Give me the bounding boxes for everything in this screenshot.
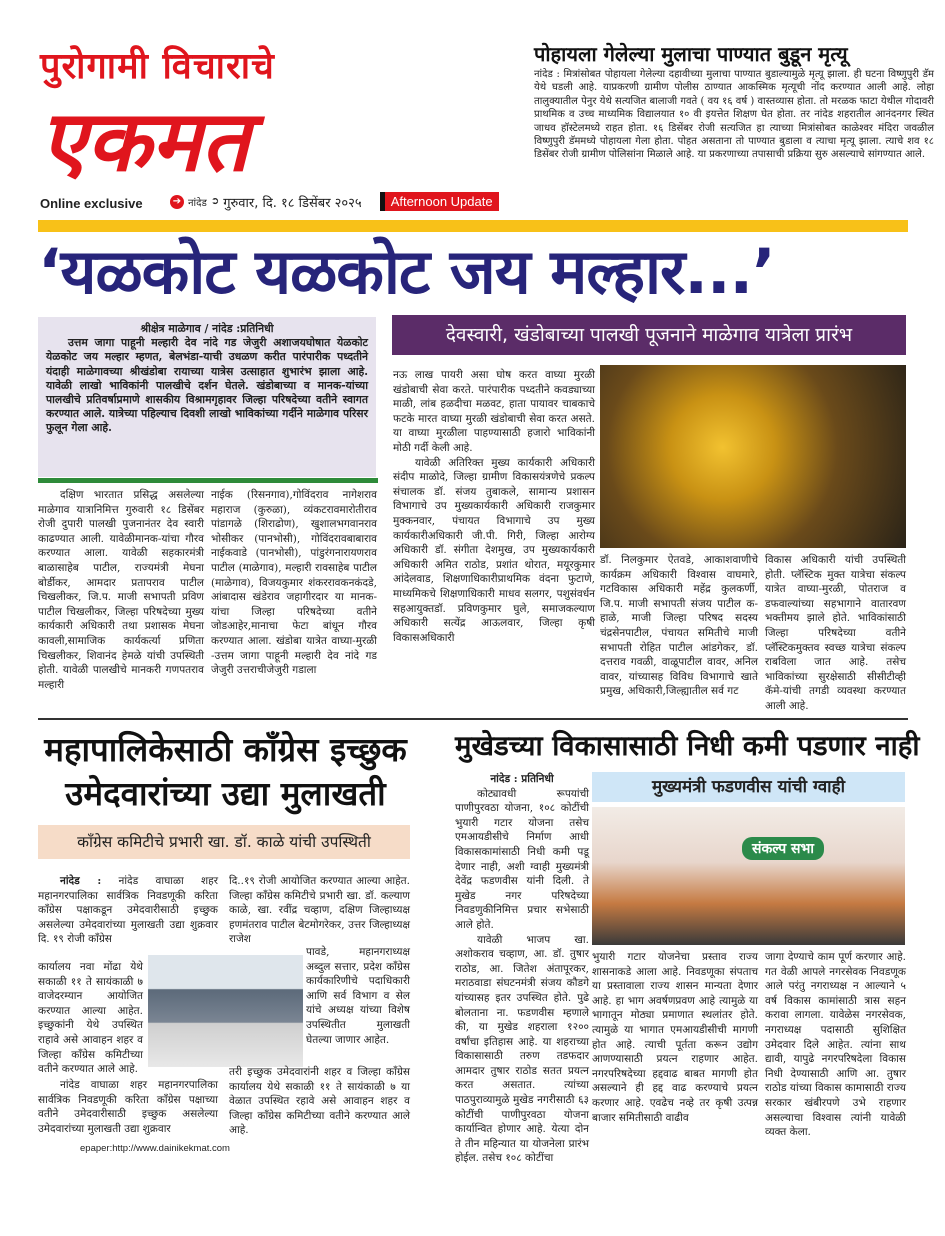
congress-column-2c bbox=[229, 1065, 410, 1137]
lead-headline: ‘यळकोट यळकोट जय मल्हार...’ bbox=[38, 235, 775, 308]
dateline bbox=[170, 193, 362, 211]
fadnavis-rally-photo bbox=[592, 807, 905, 945]
paragraph: विकास अधिकारी यांची उपस्थिती होती. प्लॅस्टिक मुक्त यात्रेचा संकल्प यात्रेत वाघ्या-मुरळी, पोतराज व डफवाल्यांच्या सहभागाने वातारवण भक्तीमय झाले होते. भाविकांसाठी जिल्हा परिषदेच्या वतीने प्लॅस्टिकमुक्तव स्वच्छ यात्रेचा संकल्प राबविला जात आहे. तसेच भाविकांच्या सुरक्षेसाठी सीसीटीव्ही कॅमे-यांची तगडी व्यवस्था करण्यात आली आहे. bbox=[765, 554, 906, 712]
paragraph: जागा देण्याचे काम पूर्ण करणार आहे. गत वेळी आपले नगरसेवक निवडणूक आले परंतु नगराध्यक्ष न आल्याने ५ वर्ष विकास कामांसाठी त्रास सहन करावा लागला. यावेळेस नगरसेवक, नगराध्यक्ष पदासाठी सुशिक्षित उमेदवार दिले आहेत. त्यांना साथ द्यावी, यापुढे नगरपरिषदेला विकास निधी देण्यासाठी आणि आ. तुषार राठोड यांच्या विकास कामासाठी राज्य सरकार खंबीरपणे उभे राहणार असल्याचा विश्वास त्यांनी यावेळी व्यक्त केला. bbox=[765, 951, 906, 1139]
lead-column-5 bbox=[765, 553, 906, 716]
lead-column-2 bbox=[211, 488, 377, 716]
municipal-building-photo bbox=[148, 955, 303, 1067]
rally-banner-text: संकल्प सभा bbox=[742, 837, 824, 860]
paragraph: तरी इच्छुक उमेदवारांनी शहर व जिल्हा कॉंग्रेस कार्यालय येथे सकाळी ११ ते सायंकाळी ७ या वेळात उपस्थित रहावे असे आवाहन शहर व जिल्हा कॉंग्रेस कमिटीच्या वतीने करण्यात आले आहे. bbox=[229, 1066, 410, 1137]
dateline-row bbox=[170, 192, 499, 211]
congress-column-2b bbox=[306, 945, 410, 1062]
paragraph: कोट्यावधी रूपयांची पाणीपुरवठा योजना, १०८ कोटींची भुयारी गटार योजना तसेच एमआयडीसीचे निर्माण आधी विकासकामांसाठी निधी कमी पडू देणार नाही, अशी ग्वाही मुख्यमंत्री देवेंद्र फडणवीस यांनी दिली. ते मुखेड नगर परिषदेच्या निवडणुकीनिमित्त प्रचार सभेसाठी आले होते. bbox=[455, 787, 589, 931]
mukhed-column-2 bbox=[592, 950, 758, 1122]
top-news-headline: पोहायला गेलेल्या मुलाचा पाण्यात बुडून मृत्यू bbox=[534, 42, 848, 66]
paragraph: नाईक (रिसनगाव),गोविंदराव नागेशराव महाराज (कुरुळा), व्यंकटरावमारोतीराव पांडागळे (शिराढोण), खुशालभगवानराव भोसीकर (पानभोसी), गोविंदरावबाबाराव नाईकवाडे (पानभोसी), पांडुरंगनारायणराव पाटील (माळेगाव), मल्हारी रावसाहेब पाटील (माळेगाव), विजयकुमार शंकररावकनकंदडे, आंबादास खंडेराव जहागीरदार या मानक-यांचा जिल्हा परिषदेच्या वतीने जोडआहेर,मानाचा फेटा बांधून गौरव करण्यात आला. खंडोबा यात्रेत वाघ्या-मुरळी -उत्तम जागा पाहूनी मल्हारी देव नांदे गड जेजुरी उत्तराचीजेजुरी गडाला bbox=[211, 489, 377, 677]
paragraph: नांदेड वाघाळा शहर महानगरपालिका सार्वत्रिक निवडणूकी करिता कॉंग्रेस पक्षाच्या वतीने उमेदवारीसाठी इच्छुक असलेल्या उमेदवारांच्या मुलाखती उद्या शुक्रवार bbox=[38, 1079, 218, 1135]
masthead-tagline: पुरोगामी विचाराचे bbox=[40, 46, 275, 87]
arrow-icon: ➲ bbox=[210, 196, 220, 207]
paragraph: पावडे, महानगराध्यक्ष अब्दुल सत्तार, प्रदेश कॉंग्रेस कार्यकारिणीचे पदाधिकारी आणि सर्व विभाग व सेल यांचे अध्यक्ष यांच्या विशेष उपस्थितीत मुलाखती घेतल्या जाणार आहेत. bbox=[306, 946, 410, 1046]
yellow-divider bbox=[38, 220, 908, 232]
mukhed-banner: मुख्यमंत्री फडणवीस यांची ग्वाही bbox=[592, 772, 905, 802]
congress-column-1a bbox=[38, 874, 218, 958]
paragraph: नांदेड वाघाळा शहर महानगरपालिका सार्वत्रिक निवडणूकी करिता कॉंग्रेस पक्षाकडून उमेदवारीसाठी इच्छुक असलेल्या उमेदवारांच्या मुलाखती उद्या शुक्रवार दि. १९ रोजी कॉंग्रेस bbox=[38, 875, 218, 946]
date: गुरुवार, दि. १८ डिसेंबर २०२५ bbox=[223, 195, 362, 211]
epaper-url[interactable]: epaper:http://www.dainikekmat.com bbox=[80, 1143, 230, 1154]
paragraph: दक्षिण भारतात प्रसिद्ध असलेल्या माळेगाव यात्रानिमित्त गुरुवारी १८ डिसेंबर रोजी दुपारी पालखी पुजनानंतर देव स्वारी काढण्यात आली. यावेळीमानक-यांचा गौरव करण्यात आला. यावेळी सहकारमंत्री बाळासाहेब पाटील, राज्यमंत्री मेघना बोर्डीकर, आमदार प्रतापराव पाटील चिखलीकर, जि.प. माजी सभापती प्रविण पाटील चिखलीकर, जिल्हा परिषदेच्या मुख्य कार्यकारी अधिकारी तथा प्रशासक मेघना कावली,सामाजिक कार्यकर्त्या प्रणिता चिखलीकर, शिवानंद हेमळे यांची उपस्थिती होती. यावेळी पालखीचे मानकरी गणपतराव मल्हारी bbox=[38, 489, 204, 691]
paragraph: डॉ. निलकुमार ऐतवडे, आकाशवाणीचे कार्यक्रम अधिकारी विश्वास वाघमारे, गटविकास अधिकारी महेंद्र कुलकर्णी, जि.प. माजी सभापती संजय पाटील क-हाळे, माजी जिल्हा परिषद सदस्य चंद्रसेनपाटील, पंचायत समितीचे माजी सभापती रोहित पाटील आंडगेकर, डॉ. दत्तराव गवळी, वाळूपाटील वावर, अनिल वावर, यांच्यासह विविध विभागाचे खाते प्रमुख, अधिकारी,जिल्ह्यातील सर्व गट bbox=[600, 554, 758, 698]
congress-column-2a bbox=[229, 874, 410, 944]
city: नांदेड bbox=[188, 197, 207, 209]
lead-column-3 bbox=[393, 368, 595, 716]
paragraph: नऊ लाख पायरी असा घोष करत वाघ्या मुरळी खंडोबाची सेवा करते. पारंपारीक पध्दतीने कवड्याच्या माळी, लांब हळदीचा मळवट, हाता पायावर चाबकाचे फटके मारत वाघ्या मुरळी खंडोबाची सेवा करत असते. या वाघ्या मुरळीला पाहण्यासाठी हजारो भाविकांनी मोठी गर्दी केली आहे. bbox=[393, 369, 595, 454]
congress-column-1c bbox=[38, 1078, 218, 1135]
mukhed-byline: नांदेड : प्रतिनिधी bbox=[490, 773, 554, 785]
khandoba-procession-photo bbox=[600, 365, 906, 548]
green-divider bbox=[38, 478, 378, 483]
lead-byline: श्रीक्षेत्र माळेगाव / नांदेड :प्रतिनिधी bbox=[140, 322, 274, 335]
congress-subheadline: कॉंग्रेस कमिटीचे प्रभारी खा. डॉ. काळे यांची उपस्थिती bbox=[38, 825, 410, 859]
paragraph: दि..१९ रोजी आयोजित करण्यात आल्या आहेत. जिल्हा कॉंग्रेस कमिटीचे प्रभारी खा. डॉ. कल्याण काळे, खा. रवींद्र चव्हाण, दक्षिण जिल्हाध्यक्ष हणमंतराव पाटील बेटमोगरेकर, उत्तर जिल्हाध्यक्ष राजेश bbox=[229, 875, 410, 946]
afternoon-update-badge: Afternoon Update bbox=[380, 192, 499, 211]
lead-banner: देवस्वारी, खंडोबाच्या पालखी पूजनाने माळेगाव यात्रेला प्रारंभ bbox=[392, 315, 906, 355]
lead-intro: उत्तम जागा पाहूनी मल्हारी देव नांदे गड जेजुरी अशाजयघोषात येळकोट येळकोट जय मल्हार म्हणत, बेलभंडा-याची उधळण करीत पारंपारीक पध्दतीने यंदाही माळेगावच्या श्रीखंडोबा रायाच्या यात्रेस उत्साहात शुभारंभ झाला आहे. यावेळी लाखो भाविकांनी पालखीचे दर्शन घेतले. खंडोबाच्या व मानक-यांच्या पालखीचे प्रतिवर्षाप्रमाणे शासकीय विश्रामगृहावर जिल्हा परिषदेच्या वतीने स्वागत करण्यात आले. यात्रेच्या पहिल्याच दिवशी लाखो भाविकांच्या गर्दीने माळेगाव परिसर फुलून गेला आहे. bbox=[46, 336, 368, 435]
paragraph: कार्यालय नवा मोंढा येथे सकाळी ११ ते सायंकाळी ७ वाजेदरम्यान आयोजित करण्यात आल्या आहेत. इच्छुकांनी येथे उपस्थित राहावे असे आवाहन शहर व जिल्हा कॉंग्रेस कमिटीच्या वतीने करण्यात आले आहे. bbox=[38, 961, 143, 1076]
congress-headline: महापालिकेसाठी कॉंग्रेस इच्छुक उमेदवारांच्या उद्या मुलाखती bbox=[44, 730, 407, 813]
paragraph: यावेळी भाजप खा. अशोकराव चव्हाण, आ. डॉ. तुषार राठोड, आ. जितेश अंतापूरकर, मराठवाडा संघटनमंत्री संजय कौडगे यांच्यासह इतर उपस्थित होते. पुढे बोलताना ना. फडणवीस म्हणाले की, या मुखेड शहराला १२०० वर्षांचा इतिहास आहे. या शहराच्या विकासासाठी तरुण तडफदार आमदार तुषार राठोड सतत प्रयत्न करत असतात. त्यांच्या पाठपुराव्यामुळे मुखेड नगरीसाठी ६३ कोटींची पाणीपुरवठा योजना कार्यान्वित होणार आहे. येत्या दोन ते तीन महिन्यात या योजनेला प्रारंभ होईल. तसेच १०८ कोटींचा bbox=[455, 933, 589, 1165]
arrow-right-icon: ➔ bbox=[170, 195, 184, 209]
top-news-body: नांदेड : मित्रांसोबत पोहायला गेलेल्या दहावीच्या मुलाचा पाण्यात बुडाल्यामुळे मृत्यू झाला. ही घटना विष्णुपुरी डॅम येथे घडली आहे. याप्रकरणी ग्रामीण पोलीस ठाण्यात आकस्मिक मृत्यूची नोंद करण्यात आली आहे. लोहा तालुक्यातील पेनुर येथे सत्यजित बालाजी गवते ( वय १६ वर्ष ) वास्तव्यास होता. तो मरळक फाटा येथील गोदावरी प्राथमिक व उच्च माध्यमिक विद्यालयात १० वी इयत्तेत शिक्षण घेत होता. तर नांदेड शहरातील आनंदनगर स्थित जाधव हॉस्टेलमध्ये राहत होता. १६ डिसेंबर रोजी सत्यजित हा त्याच्या मित्रांसोबत काळेश्वर मंदिरा जवळील विष्णुपुरी डॅममध्ये पोहायला गेला होता. पोहत असताना तो पाण्यात बुडाला व त्याचा मृत्यू झाला. त्याचे शव १८ डिसेंबर रोजी ग्रामीण पोलिसांना मिळाले आहे. या प्रकरणाच्या तपासाची प्रक्रिया सुरु असल्याचे सांगण्यात आले. bbox=[534, 69, 934, 161]
paragraph: यावेळी अतिरिक्त मुख्य कार्यकारी अधिकारी संदीप माळोदे, जिल्हा ग्रामीण विकासयंत्रणेचे प्रकल्प संचालक डॉ. संजय तुबाकले, सामान्य प्रशासन विभागाचे उप मुख्यकार्यकारी अधिकारी राजकुमार मुक्कनवार, पंचायत विभागाचे उप मुख्य कार्यकारीअधिकारी जी.पी. गिरी, जिल्हा आरोग्य अधिकारी डॉ. संगीता देशमुख, उप मुख्यकार्यकारी अधिकारी अमित राठोड, प्रशांत थोरात, मयूरकुमार आंदेलवाड, शिक्षणाधिकारीप्राथमिक वंदना फुटाणे, माध्यमिकचे शिक्षणाधिकारी माधव सलगर, पशुसंवर्धन सहआयुक्तडॉ. प्रविणकुमार घुले, समाजकल्याण अधिकारी सत्येंद्र आऊलवार, जिल्हा कृषी विकासअधिकारी bbox=[393, 456, 595, 644]
dateline: नांदेड : bbox=[60, 875, 102, 887]
section-divider bbox=[38, 718, 908, 720]
newspaper-logo: एकमत bbox=[40, 92, 250, 190]
lead-column-1 bbox=[38, 488, 204, 716]
mukhed-column-3 bbox=[765, 950, 906, 1139]
mukhed-headline: मुखेडच्या विकासासाठी निधी कमी पडणार नाही bbox=[455, 730, 920, 762]
lead-column-4 bbox=[600, 553, 758, 716]
mukhed-column-1 bbox=[455, 772, 589, 1165]
lead-intro-box bbox=[38, 317, 376, 477]
paragraph: भुयारी गटार योजनेचा प्रस्ताव राज्य शासनाकडे आला आहे. निवडणूका संपताच या प्रस्तावाला राज्य शासन मान्यता देणार आहे. हा भाग अवर्षणप्रवण आहे त्यामुळे या भागातून मोठ्या प्रमाणात स्थलांतर होते. त्यामुळे या भागात एमआयडीसीची मागणी होत आहे. त्याची पूर्तता करून उद्योग आणण्यासाठी प्रयत्न राहणार आहेत. नगरपरिषदेच्या हद्दवाढ बाबत मागणी होत असल्याने ही हद्द वाढ करण्याचे प्रयत्न करणार आहे. एवढेच नव्हे तर कृषी उत्पन्न बाजार समितीसाठी वाढीव bbox=[592, 951, 758, 1124]
congress-column-1b bbox=[38, 960, 143, 1076]
online-exclusive-label: Online exclusive bbox=[40, 196, 143, 211]
